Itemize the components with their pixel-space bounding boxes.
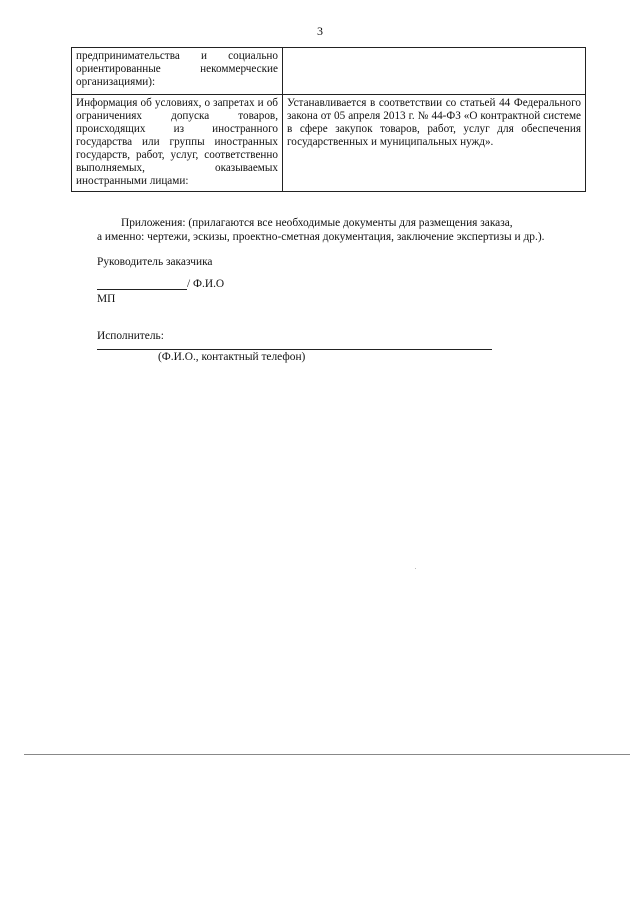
table-cell-right: Устанавливается в соответствии со статьей 44 Федерального закона от 05 апреля 2013 г. № 44-ФЗ «О контрактной системе в сфере закупок товаров, работ, услуг для обеспечения государственных и муниципальных нужд». [283, 95, 586, 192]
table-row [72, 95, 586, 192]
signature-line [97, 277, 224, 290]
table-cell-left: предпринимательства и социально ориентированные некоммерческие организациями): [72, 48, 283, 95]
table-cell-right [283, 48, 586, 95]
attachments-paragraph [97, 216, 563, 244]
table-cell-left: Информация об условиях, о запретах и об ограничениях допуска товаров, происходящих из иностранного государства или группы иностранных государств, работ, услуг, соответственно выполняемых, оказываемых иностранными лицами: [72, 95, 283, 192]
executor-caption: (Ф.И.О., контактный телефон) [158, 351, 306, 363]
table-row [72, 48, 586, 95]
name-label: / Ф.И.О [187, 278, 225, 290]
stamp-label: МП [97, 293, 116, 305]
scan-speck [415, 568, 416, 569]
attachments-rest: а именно: чертежи, эскизы, проектно-сметная документация, заключение экспертизы и др.). [97, 231, 545, 243]
attachments-first-line: Приложения: (прилагаются все необходимые документы для размещения заказа, [121, 217, 513, 229]
page-divider [24, 754, 630, 755]
executor-label: Исполнитель: [97, 330, 164, 342]
manager-label: Руководитель заказчика [97, 256, 213, 268]
page-number: 3 [317, 24, 323, 38]
conditions-table [71, 47, 586, 192]
signature-underline [97, 277, 187, 290]
